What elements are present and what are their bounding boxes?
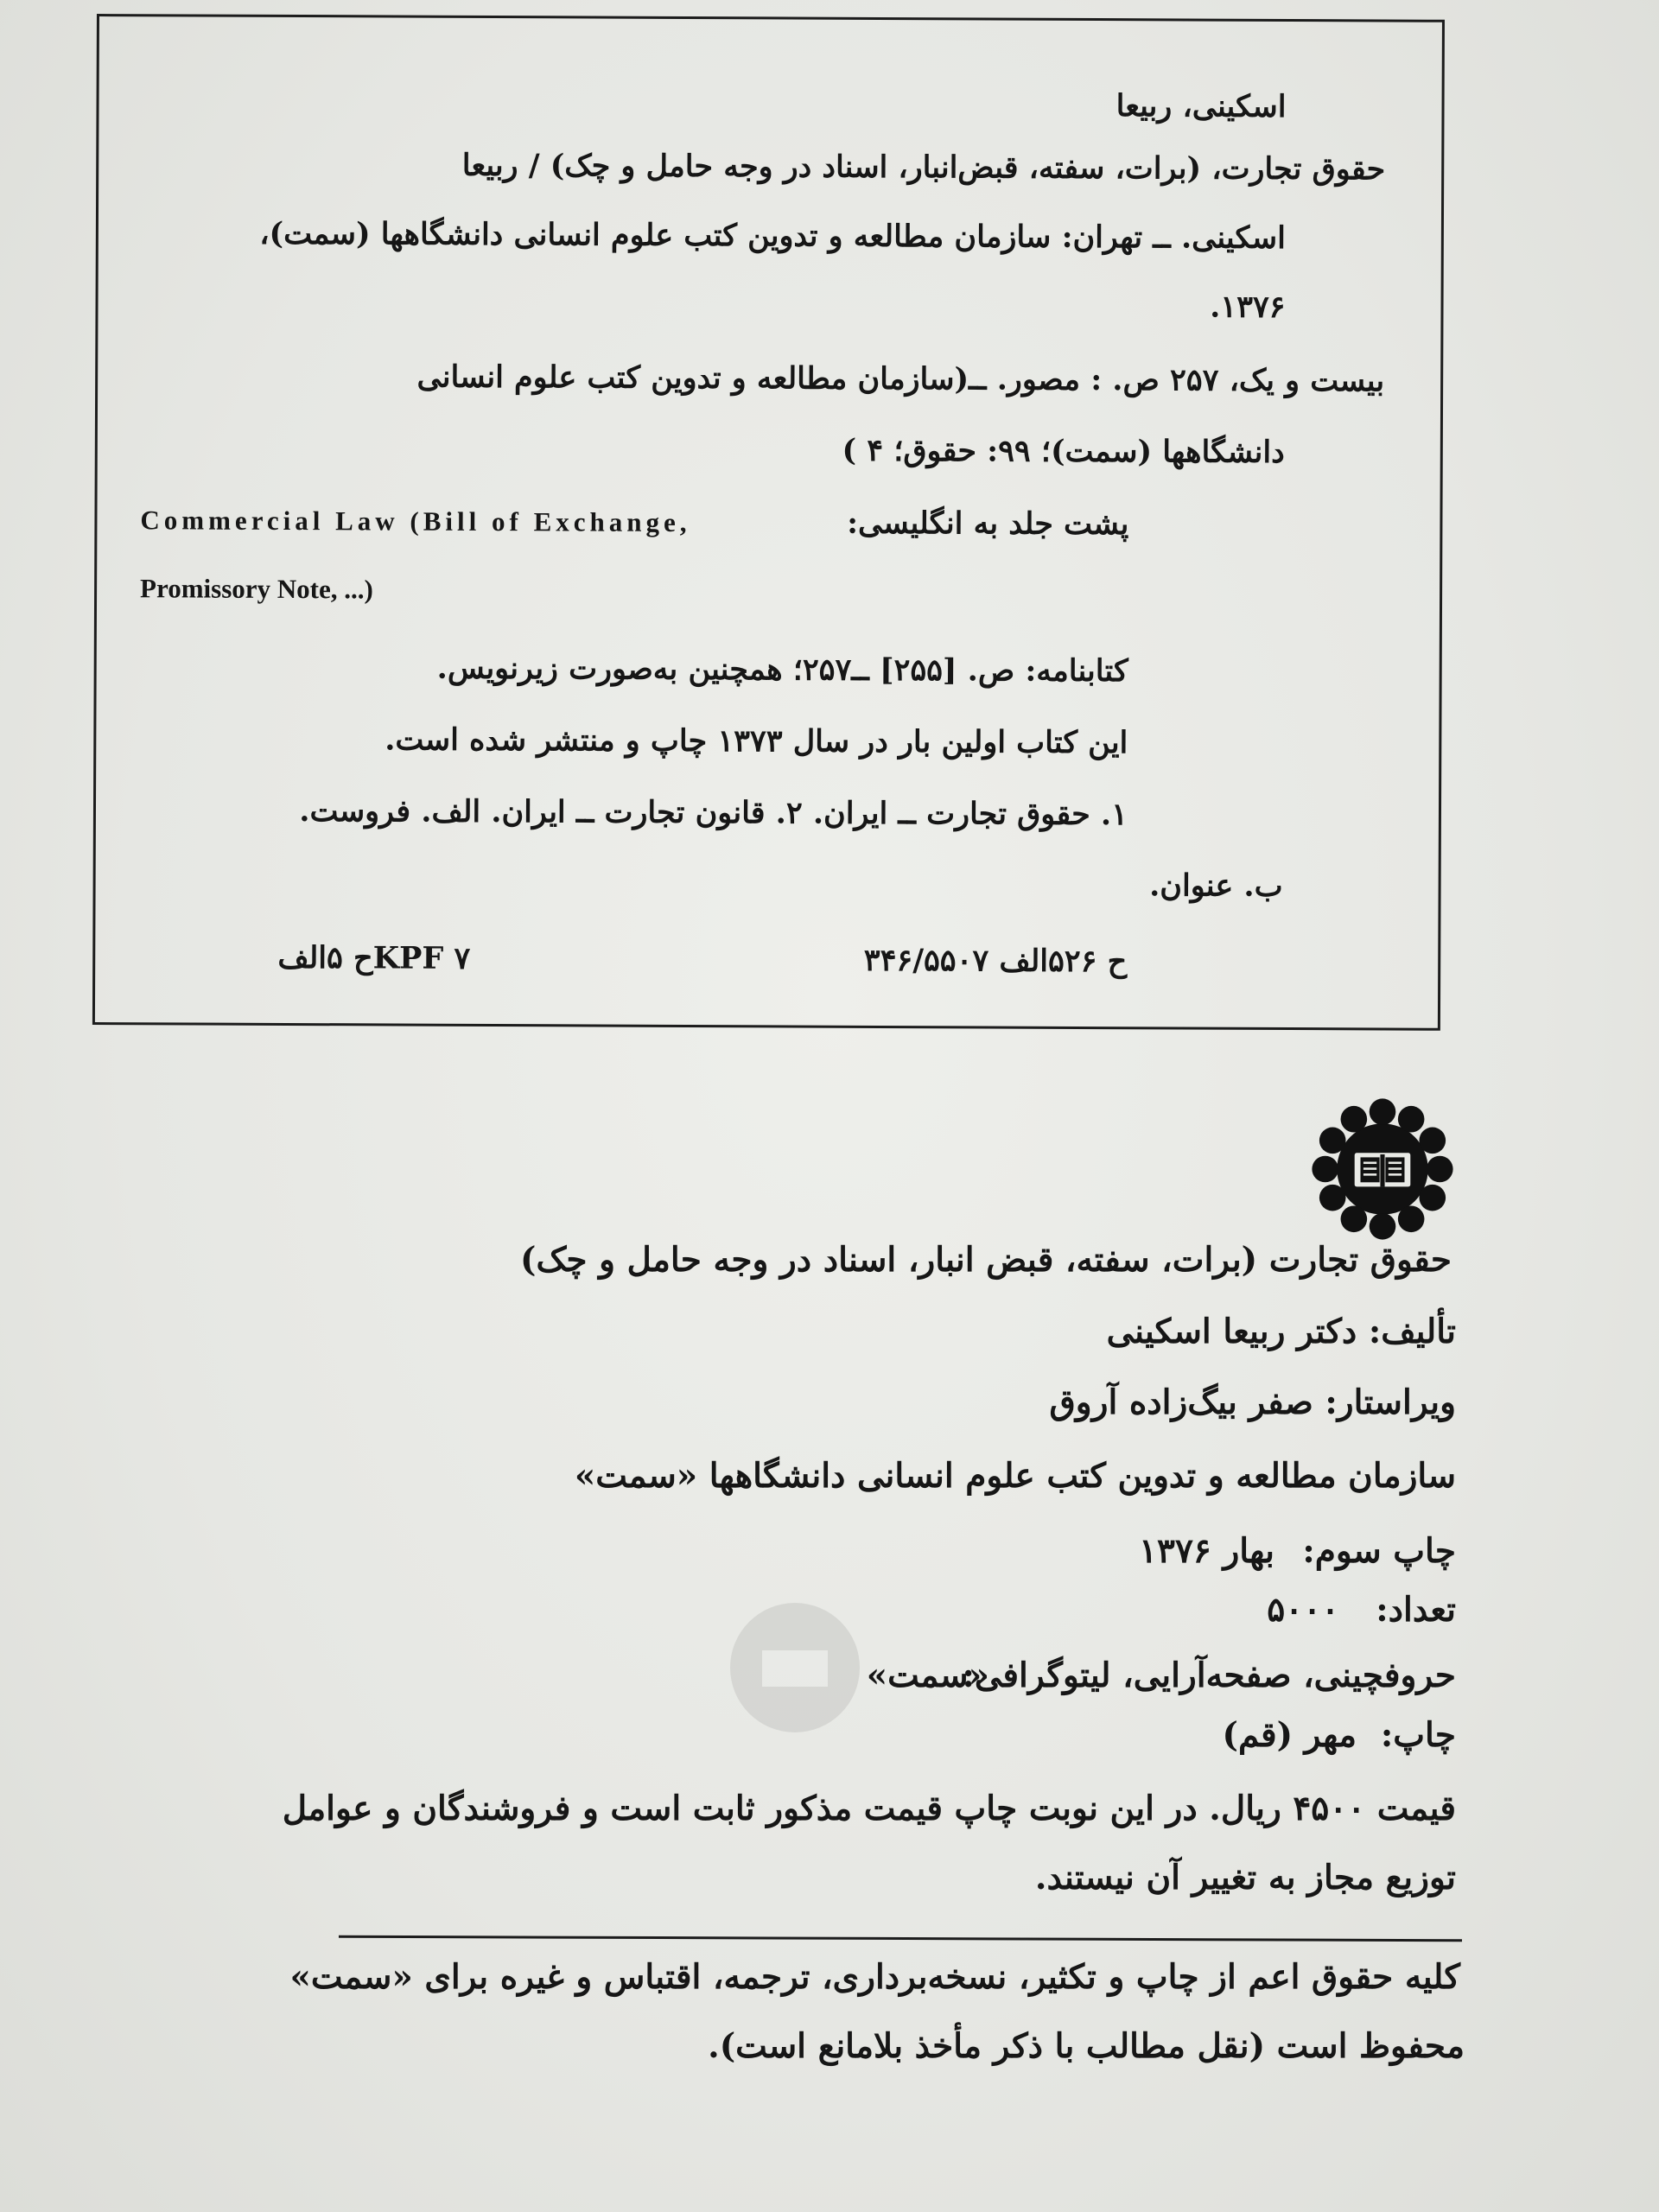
cip-call-number-lc: ح ۵۲۶الف ۳۴۶/۵۵۰۷ — [863, 942, 1128, 980]
cip-english-title-1: Commercial Law (Bill of Exchange, — [140, 505, 691, 538]
copyright-line-1: کلیه حقوق اعم از چاپ و تکثیر، نسخه‌برداری، ترجمه، اقتباس و غیره برای «سمت» — [289, 1957, 1460, 1997]
imprint-editor: ویراستار: صفر بیگ‌زاده آروق — [1049, 1382, 1456, 1422]
cip-description-line-2: دانشگاهها (سمت)؛ ۹۹: حقوق؛ ۴ ) — [842, 432, 1285, 471]
imprint-author: تألیف: دکتر ربیعا اسکینی — [1106, 1312, 1456, 1351]
cip-author-heading: اسکینی، ربیعا — [1116, 88, 1287, 125]
cataloging-box — [92, 14, 1445, 1031]
publisher-logo-icon — [1309, 1096, 1456, 1243]
imprint-edition-value: بهار ۱۳۷۶ — [1139, 1531, 1274, 1571]
cip-description-line-1: بیست و یک، ۲۵۷ ص. : مصور. ــ(سازمان مطالعه و تدوین کتب علوم انسانی — [416, 359, 1385, 399]
cip-title-entry: ب. عنوان. — [1149, 868, 1283, 904]
cip-title-line-3: ۱۳۷۶. — [1210, 289, 1286, 326]
imprint-price-line-2: توزیع مجاز به تغییر آن نیستند. — [1034, 1858, 1456, 1897]
cip-english-label: پشت جلد به انگلیسی: — [847, 505, 1129, 543]
imprint-publisher: سازمان مطالعه و تدوین کتب علوم انسانی دانشگاهها «سمت» — [574, 1456, 1456, 1496]
imprint-typesetting-label: حروفچینی، صفحه‌آرایی، لیتوگرافی: — [962, 1656, 1456, 1695]
imprint-edition-label: چاپ سوم: — [1302, 1531, 1456, 1571]
imprint-print-label: چاپ: — [1380, 1715, 1456, 1755]
copyright-line-2: محفوظ است (نقل مطالب با ذکر مأخذ بلامانع است). — [708, 2026, 1465, 2066]
imprint-count-label: تعداد: — [1376, 1590, 1456, 1630]
imprint-typesetting-value: «سمت» — [866, 1656, 989, 1695]
cip-title-line-2: اسکینی. ــ تهران: سازمان مطالعه و تدوین کتب علوم انسانی دانشگاهها (سمت)، — [259, 215, 1286, 257]
imprint-print-value: مهر (قم) — [1222, 1715, 1357, 1755]
imprint-price-line-1: قیمت ۴۵۰۰ ریال. در این نوبت چاپ قیمت مذکور ثابت است و فروشندگان و عوامل — [282, 1789, 1456, 1828]
cip-call-number-kpf: KPF ۷ح ۵الف — [277, 939, 471, 976]
imprint-book-title: حقوق تجارت (برات، سفته، قبض انبار، اسناد در وجه حامل و چک) — [520, 1240, 1452, 1280]
cip-subjects: ۱. حقوق تجارت ــ ایران. ۲. قانون تجارت ــ ایران. الف. فروست. — [299, 793, 1128, 833]
watermark-logo-icon — [709, 1581, 881, 1754]
cip-bibliography: کتابنامه: ص. [۲۵۵] ــ۲۵۷؛ همچنین به‌صورت زیرنویس. — [436, 650, 1128, 690]
cip-english-title-2: Promissory Note, ...) — [140, 573, 373, 605]
cip-title-line-1: حقوق تجارت، (برات، سفته، قبض‌انبار، اسناد در وجه حامل و چک) / ربیعا — [461, 147, 1386, 188]
cip-first-print-note: این کتاب اولین بار در سال ۱۳۷۳ چاپ و منتشر شده است. — [385, 721, 1128, 761]
imprint-count-value: ۵۰۰۰ — [1267, 1590, 1339, 1630]
